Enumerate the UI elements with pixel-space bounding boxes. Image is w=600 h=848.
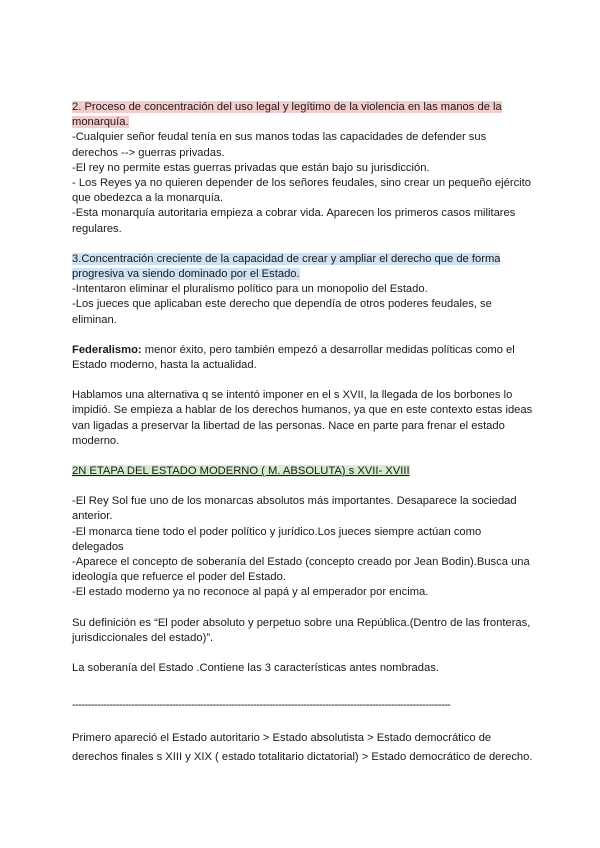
soberania-paragraph <box>72 661 534 676</box>
etapa-2-line: -El Rey Sol fue uno de los monarcas absolutos más importantes. Desaparece la sociedad anterior. <box>72 495 517 523</box>
etapa-2-heading: 2N ETAPA DEL ESTADO MODERNO ( M. ABSOLUTA) s XVII- XVIII <box>72 465 410 478</box>
federalismo-term: Federalismo: <box>72 343 142 356</box>
etapa-2-line: -El estado moderno ya no reconoce al papá y al emperador por encima. <box>72 586 429 599</box>
section-3-line: -Los jueces que aplicaban este derecho que dependía de otros poderes feudales, se eliminan. <box>72 298 492 326</box>
etapa-2-line: -Aparece el concepto de soberanía del Estado (concepto creado por Jean Bodin).Busca una ideología que refuerce el poder del Estado. <box>72 556 530 584</box>
alternativa-paragraph <box>72 388 534 449</box>
section-2-line: -El rey no permite estas guerras privadas que están bajo su jurisdicción. <box>72 161 430 174</box>
etapa-2-heading-block <box>72 464 534 479</box>
section-3 <box>72 252 534 328</box>
resumen-paragraph <box>72 729 534 767</box>
soberania-text: La soberanía del Estado .Contiene las 3 características antes nombradas. <box>72 662 439 675</box>
federalismo-paragraph <box>72 343 534 373</box>
separator-line: ------------------------------------------------------------------------------------------------------------------------- <box>72 699 451 712</box>
definicion-text: Su definición es “El poder absoluto y perpetuo sobre una República.(Dentro de las fronteras, jurisdiccionales del estado)”. <box>72 616 531 644</box>
etapa-2-line: -El monarca tiene todo el poder político y jurídico.Los jueces siempre actúan como delegados <box>72 525 482 553</box>
alternativa-text: Hablamos una alternativa q se intentó imponer en el s XVII, la llegada de los borbones lo impidió. Se empieza a hablar de los derechos humanos, ya que en este contexto estas ideas van ligadas a preservar la libertad de las personas. Nace en parte para frenar el estado moderno. <box>72 389 533 447</box>
etapa-2-list <box>72 494 534 600</box>
resumen-text: Primero apareció el Estado autoritario > Estado absolutista > Estado democrático de derechos finales s XIII y XIX ( estado totalitario dictatorial) > Estado democrático de derecho. <box>72 732 533 764</box>
section-3-heading: 3.Concentración creciente de la capacidad de crear y ampliar el derecho que de forma progresiva va siendo dominado por el Estado. <box>72 252 501 281</box>
section-2 <box>72 100 534 237</box>
section-2-line: -Esta monarquía autoritaria empieza a cobrar vida. Aparecen los primeros casos militares regulares. <box>72 207 516 235</box>
federalismo-text: menor éxito, pero también empezó a desarrollar medidas políticas como el Estado moderno, hasta la actualidad. <box>72 343 515 372</box>
section-3-line: -Intentaron eliminar el pluralismo político para un monopolio del Estado. <box>72 283 428 296</box>
section-2-heading: 2. Proceso de concentración del uso legal y legítimo de la violencia en las manos de la monarquía. <box>72 101 502 129</box>
section-2-line: - Los Reyes ya no quieren depender de los señores feudales, sino crear un pequeño ejército que obedezca a la monarquía. <box>72 177 531 205</box>
definicion-paragraph <box>72 616 534 646</box>
section-2-line: -Cualquier señor feudal tenía en sus manos todas las capacidades de defender sus derechos --> guerras privadas. <box>72 131 487 159</box>
